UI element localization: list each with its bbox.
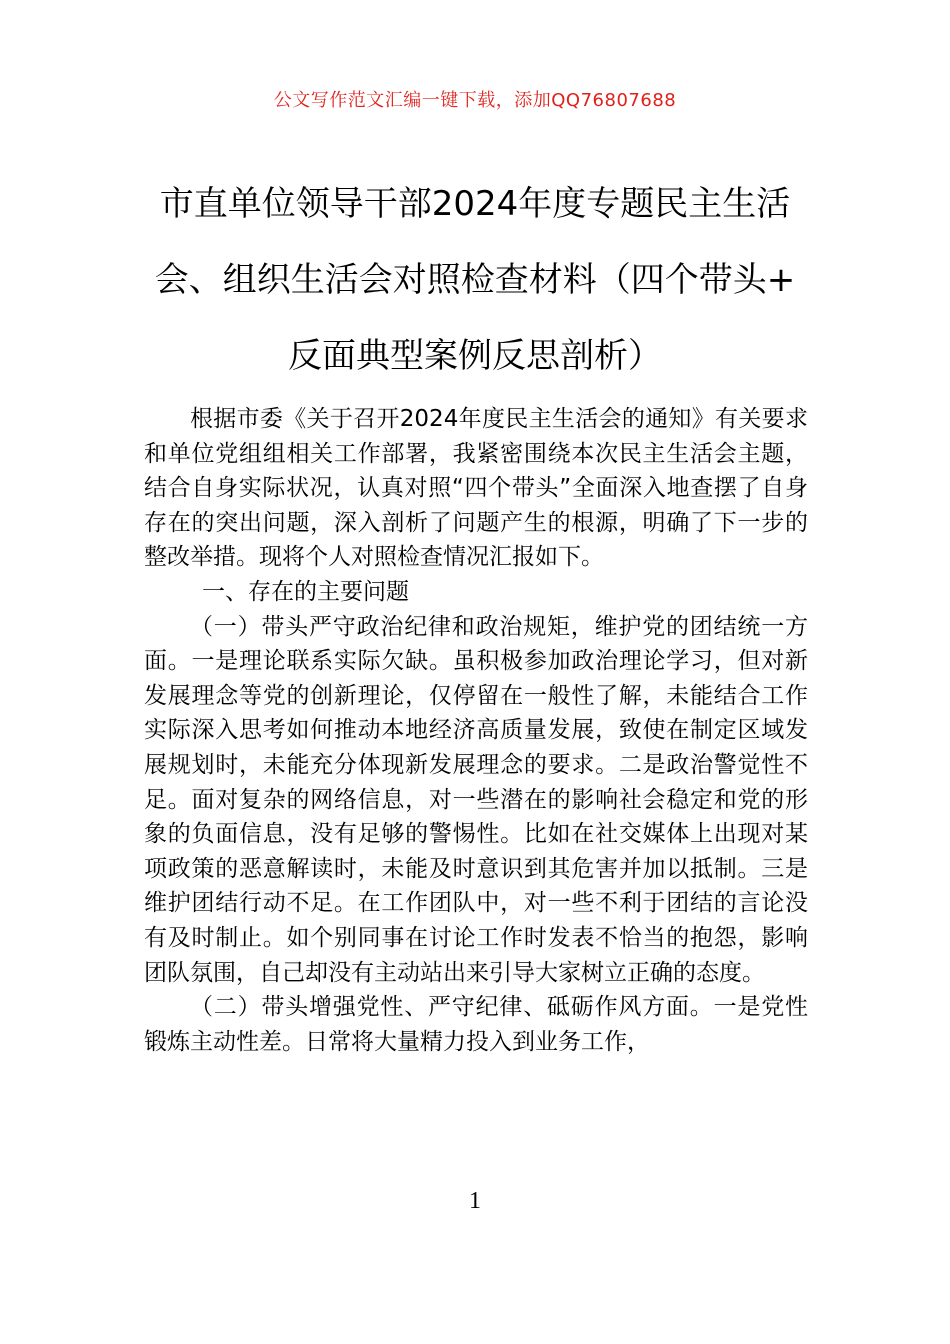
- page-title: [140, 166, 810, 394]
- header-download-note: 公文写作范文汇编一键下载，添加QQ76807688: [273, 90, 677, 111]
- title-line: 市直单位领导干部2024年度专题民主生活: [159, 184, 791, 224]
- body-paragraph: （一）带头严守政治纪律和政治规矩，维护党的团结统一方面。一是理论联系实际欠缺。虽积极参加政治理论学习，但对新发展理念等党的创新理论，仅停留在一般性了解，未能结合工作实际深入思考如何推动本地经济高质量发展，致使在制定区域发展规划时，未能充分体现新发展理念的要求。二是政治警觉性不足。面对复杂的网络信息，对一些潜在的影响社会稳定和党的形象的负面信息，没有足够的警惕性。比如在社交媒体上出现对某项政策的恶意解读时，未能及时意识到其危害并加以抵制。三是维护团结行动不足。在工作团队中，对一些不利于团结的言论没有及时制止。如个别同事在讨论工作时发表不恰当的抱怨，影响团队氛围，自己却没有主动站出来引导大家树立正确的态度。: [144, 613, 808, 986]
- body-paragraph: （二）带头增强党性、严守纪律、砥砺作风方面。一是党性锻炼主动性差。日常将大量精力投入到业务工作，: [144, 994, 808, 1055]
- document-body: [144, 402, 808, 1059]
- title-line: 反面典型案例反思剖析）: [288, 336, 662, 376]
- page-number: 1: [469, 1188, 481, 1214]
- intro-paragraph: 根据市委《关于召开2024年度民主生活会的通知》有关要求和单位党组组相关工作部署，我紧密围绕本次民主生活会主题，结合自身实际状况，认真对照“四个带头”全面深入地查摆了自身存在的突出问题，深入剖析了问题产生的根源，明确了下一步的整改举措。现将个人对照检查情况汇报如下。: [144, 406, 808, 571]
- section-heading: 一、存在的主要问题: [202, 578, 409, 605]
- title-line: 会、组织生活会对照检查材料（四个带头+: [154, 260, 796, 300]
